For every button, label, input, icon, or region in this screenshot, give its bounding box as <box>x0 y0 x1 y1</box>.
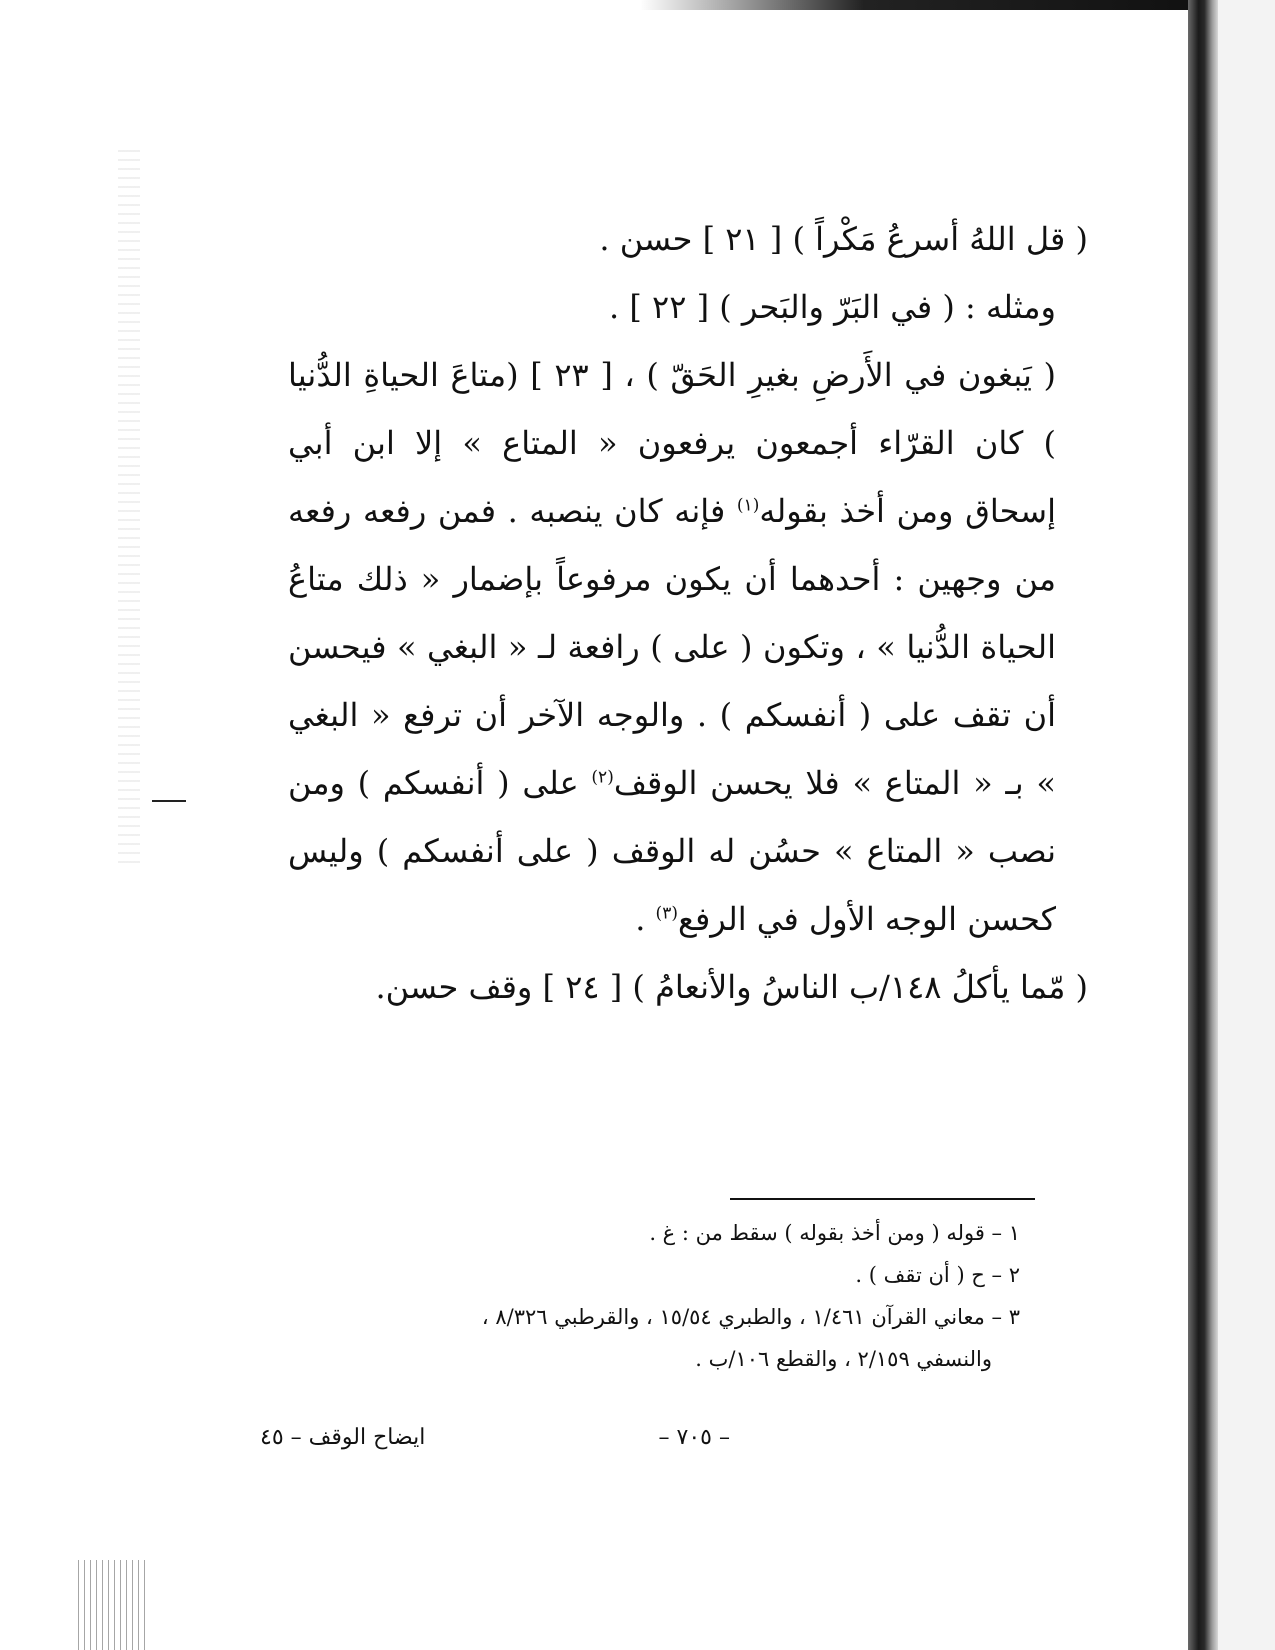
verse-line-21: ( قل اللهُ أسرعُ مَكْراً ) [ ٢١ ] حسن . <box>599 220 1088 258</box>
main-text <box>288 205 1088 1021</box>
footnote-3-continued: والنسفي ٢/١٥٩ ، والقطع ١٠٦/ب . <box>695 1347 992 1371</box>
paragraph-part-4: . <box>635 900 656 938</box>
scan-edge-top <box>640 0 1200 10</box>
footnote-ref-3: (٣) <box>655 903 678 924</box>
signature-mark: ايضاح الوقف – ٤٥ <box>260 1425 426 1450</box>
paragraph-part-2: فإنه كان ينصبه . فمن رفعه رفعه من وجهين : أحدهما أن يكون مرفوعاً بإضمار « ذلك متاعُ الحياة الدُّنيا » ، وتكون ( على ) رافعة لـ « البغي » فيحسن أن تقف على ( أنفسكم ) . والوجه الآخر أن ترفع « البغي » بـ « المتاع » فلا يحسن الوقف <box>288 492 1057 802</box>
footnote-ref-1: (١) <box>736 495 760 516</box>
commentary-paragraph <box>288 341 1088 953</box>
footnote-1: ١ – قوله ( ومن أخذ بقوله ) سقط من : غ . <box>649 1221 1020 1245</box>
footnote-2: ٢ – ح ( أن تقف ) . <box>855 1263 1020 1287</box>
page-number: – ٧٠٥ – <box>658 1425 730 1450</box>
scan-speckle-left <box>118 150 140 870</box>
footnotes <box>280 1212 1020 1380</box>
paragraph-part-1: ( يَبغون في الأَرضِ بغيرِ الحَقّ ) ، [ ٢٣ ] (متاعَ الحياةِ الدُّنيا ) كان القرّاء أجمعون يرفعون « المتاع » إلا ابن أبي إسحاق ومن أخذ بقوله <box>288 356 1057 530</box>
paragraph-part-3: على ( أنفسكم ) ومن نصب « المتاع » حسُن له الوقف ( على أنفسكم ) وليس كحسن الوجه الأول في الرفع <box>288 764 1056 938</box>
verse-line-24: ( مّما يأكلُ ١٤٨/ب الناسُ والأنعامُ ) [ ٢٤ ] وقف حسن. <box>375 968 1088 1006</box>
scan-edge-right <box>1188 0 1218 1650</box>
verse-line-22: ومثله : ( في البَرّ والبَحر ) [ ٢٢ ] . <box>609 288 1056 326</box>
page-footer <box>260 1425 730 1465</box>
scan-margin-right <box>1218 0 1275 1650</box>
footnote-rule <box>730 1198 1035 1200</box>
footnote-ref-2: (٢) <box>591 767 614 788</box>
footnote-3: ٣ – معاني القرآن ١/٤٦١ ، والطبري ١٥/٥٤ ، والقرطبي ٨/٣٢٦ ، <box>481 1305 1020 1329</box>
margin-dash-mark <box>152 800 186 802</box>
scan-binding-marks <box>78 1560 148 1650</box>
